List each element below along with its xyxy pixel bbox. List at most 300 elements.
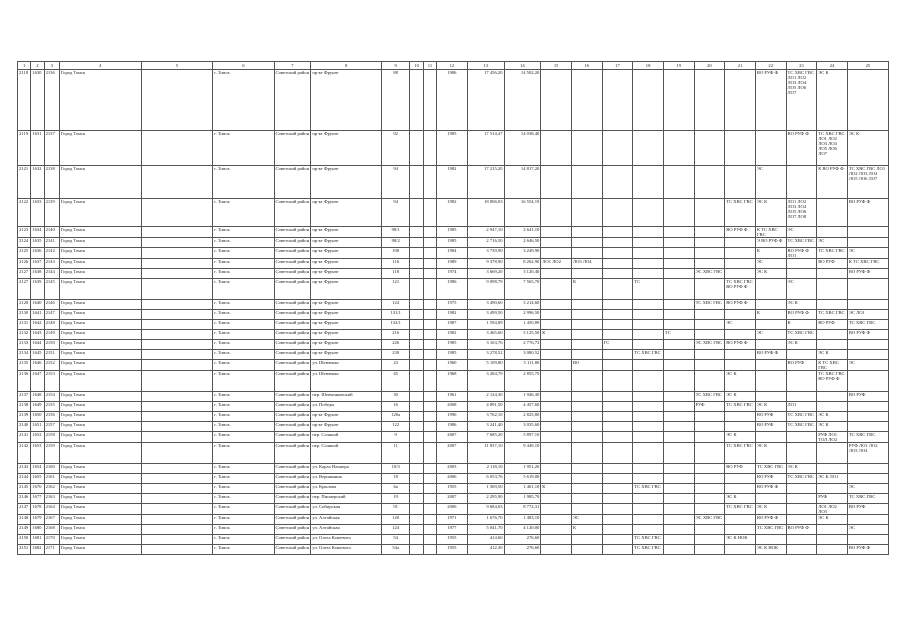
- table-cell: [602, 259, 633, 269]
- table-cell: пр-кт Фрунзе: [311, 320, 382, 330]
- table-cell: г. Томск: [213, 432, 274, 443]
- table-cell: 1977: [437, 525, 468, 535]
- table-cell: [663, 443, 694, 464]
- table-cell: [602, 269, 633, 279]
- table-cell: [602, 474, 633, 484]
- table-cell: [755, 131, 786, 166]
- table-cell: Город Томск: [59, 131, 141, 166]
- table-cell: ЭС К: [725, 494, 756, 504]
- table-cell: 1985: [437, 227, 468, 238]
- table-cell: [602, 330, 633, 340]
- table-cell: [786, 371, 817, 392]
- table-cell: [141, 340, 213, 350]
- table-cell: [423, 227, 436, 238]
- table-cell: [571, 131, 602, 166]
- column-number-header: 11: [423, 62, 436, 70]
- column-number-header: 15: [541, 62, 572, 70]
- table-cell: [571, 412, 602, 422]
- table-cell: 1961: [437, 392, 468, 402]
- table-cell: ул. Вершинина: [311, 474, 382, 484]
- table-cell: [571, 484, 602, 494]
- column-number-header: 21: [725, 62, 756, 70]
- table-cell: ЭС К: [786, 340, 817, 350]
- table-cell: [541, 515, 572, 525]
- table-cell: [663, 464, 694, 474]
- table-cell: 1647: [31, 371, 44, 392]
- table-cell: Город Томск: [59, 443, 141, 464]
- table-cell: [786, 504, 817, 515]
- table-cell: 276,60: [504, 535, 541, 545]
- table-cell: [602, 371, 633, 392]
- table-cell: [755, 279, 786, 300]
- table-cell: [602, 131, 633, 166]
- table-cell: [694, 443, 725, 464]
- table-cell: [817, 402, 848, 412]
- table-cell: [541, 310, 572, 320]
- table-cell: Город Томск: [59, 320, 141, 330]
- table-cell: [694, 494, 725, 504]
- table-cell: Советский район: [274, 269, 311, 279]
- table-cell: 3 284,79: [467, 371, 504, 392]
- table-cell: 2131: [18, 320, 31, 330]
- table-cell: [633, 422, 664, 432]
- table-cell: ВО РУФ Ф ЛО1: [786, 248, 817, 259]
- table-cell: Город Томск: [59, 525, 141, 535]
- table-cell: [694, 166, 725, 199]
- table-cell: 3 669,20: [467, 269, 504, 279]
- table-cell: 11 837,10: [467, 443, 504, 464]
- table-cell: Советский район: [274, 515, 311, 525]
- table-cell: К ВО РУФ Ф: [817, 166, 848, 199]
- table-cell: [423, 259, 436, 269]
- table-cell: ВО РУФ Ф: [755, 515, 786, 525]
- table-cell: [725, 525, 756, 535]
- table-cell: [541, 545, 572, 555]
- table-cell: 2121: [18, 166, 31, 199]
- table-cell: ЭС: [786, 279, 817, 300]
- table-cell: ЭС: [847, 484, 888, 494]
- table-cell: ВО РУФ: [817, 259, 848, 269]
- register-table: [17, 61, 889, 555]
- table-cell: 2008: [437, 402, 468, 412]
- register-table-sheet: [17, 61, 889, 605]
- table-cell: [694, 422, 725, 432]
- table-cell: Город Томск: [59, 402, 141, 412]
- table-cell: 2143: [44, 259, 59, 269]
- table-cell: [141, 199, 213, 227]
- table-cell: ВО РУФ: [847, 504, 888, 515]
- table-cell: 91: [381, 504, 410, 515]
- table-cell: [847, 402, 888, 412]
- table-cell: [141, 371, 213, 392]
- table-cell: [694, 227, 725, 238]
- table-cell: 3 249,90: [504, 248, 541, 259]
- table-cell: ЭС К: [817, 70, 848, 131]
- table-cell: [755, 392, 786, 402]
- table-cell: ГС: [602, 340, 633, 350]
- table-cell: [755, 494, 786, 504]
- table-cell: 14 038,40: [504, 131, 541, 166]
- table-cell: [663, 227, 694, 238]
- table-cell: ВО РУФ Ф: [786, 525, 817, 535]
- table-cell: [141, 300, 213, 310]
- table-cell: 2160: [44, 464, 59, 474]
- table-cell: [663, 300, 694, 310]
- table-cell: ЭС ХВС ГВС: [694, 515, 725, 525]
- table-cell: г. Томск: [213, 392, 274, 402]
- table-cell: [694, 412, 725, 422]
- table-cell: [847, 535, 888, 545]
- table-cell: [423, 248, 436, 259]
- table-cell: [571, 238, 602, 248]
- table-cell: [410, 402, 423, 412]
- table-cell: [786, 432, 817, 443]
- table-cell: 1986: [437, 279, 468, 300]
- column-number-header: 4: [59, 62, 141, 70]
- table-row: [18, 310, 889, 320]
- table-cell: [725, 330, 756, 340]
- table-cell: 2147: [44, 310, 59, 320]
- table-cell: г. Томск: [213, 402, 274, 412]
- table-cell: [423, 504, 436, 515]
- table-cell: [633, 269, 664, 279]
- table-cell: ЭС: [786, 227, 817, 238]
- table-cell: [541, 525, 572, 535]
- table-cell: [602, 464, 633, 474]
- table-cell: ТС: [633, 279, 664, 300]
- table-cell: 1986: [437, 422, 468, 432]
- table-cell: ТС ХВС ГВС: [786, 422, 817, 432]
- table-cell: [541, 494, 572, 504]
- table-cell: 1676: [31, 484, 44, 494]
- table-cell: [602, 310, 633, 320]
- table-cell: [141, 227, 213, 238]
- table-cell: 5 619,00: [504, 474, 541, 484]
- table-row: [18, 227, 889, 238]
- table-cell: [786, 392, 817, 402]
- table-cell: г. Томск: [213, 422, 274, 432]
- table-row: [18, 248, 889, 259]
- table-cell: ТС ХВС ГВС ВО РУФ Ф: [725, 279, 756, 300]
- table-cell: 4 891,50: [467, 402, 504, 412]
- table-cell: Город Томск: [59, 350, 141, 360]
- table-cell: Город Томск: [59, 535, 141, 545]
- table-cell: ЭС К: [817, 412, 848, 422]
- column-number-header: 20: [694, 62, 725, 70]
- table-cell: г. Томск: [213, 238, 274, 248]
- table-cell: [541, 300, 572, 310]
- table-cell: ТС ХВС ГВС: [786, 330, 817, 340]
- table-cell: К: [755, 248, 786, 259]
- table-cell: 2168: [44, 525, 59, 535]
- table-cell: г. Томск: [213, 320, 274, 330]
- table-cell: [423, 392, 436, 402]
- table-cell: г. Томск: [213, 340, 274, 350]
- table-cell: 2137: [18, 392, 31, 402]
- table-cell: 7 565,70: [504, 279, 541, 300]
- table-cell: [694, 330, 725, 340]
- table-cell: ЭС К: [725, 371, 756, 392]
- table-cell: [786, 259, 817, 269]
- table-cell: 2 118,10: [467, 464, 504, 474]
- table-cell: [633, 330, 664, 340]
- table-cell: [663, 402, 694, 412]
- table-cell: [410, 525, 423, 535]
- table-cell: ЭС К: [725, 392, 756, 402]
- table-cell: ТС ХВС ГВС: [755, 464, 786, 474]
- table-cell: [410, 484, 423, 494]
- table-cell: 121: [381, 279, 410, 300]
- table-row: [18, 412, 889, 422]
- table-cell: Город Томск: [59, 259, 141, 269]
- table-cell: [410, 443, 423, 464]
- table-cell: 1955: [437, 535, 468, 545]
- table-cell: Город Томск: [59, 422, 141, 432]
- table-cell: 2149: [18, 525, 31, 535]
- table-row: [18, 300, 889, 310]
- table-cell: Советский район: [274, 248, 311, 259]
- table-cell: 1985: [437, 340, 468, 350]
- table-cell: 1982: [437, 330, 468, 340]
- column-number-header: 10: [410, 62, 423, 70]
- table-cell: ЭС: [755, 330, 786, 340]
- table-cell: ЭС К: [755, 443, 786, 464]
- table-cell: [847, 422, 888, 432]
- table-cell: [141, 515, 213, 525]
- table-cell: [725, 238, 756, 248]
- table-cell: ВО РУФ Ф: [847, 330, 888, 340]
- table-cell: [141, 279, 213, 300]
- table-cell: Советский район: [274, 504, 311, 515]
- table-cell: [847, 279, 888, 300]
- table-cell: 2158: [44, 432, 59, 443]
- column-number-header: 17: [602, 62, 633, 70]
- table-cell: [817, 269, 848, 279]
- table-cell: [541, 350, 572, 360]
- table-cell: [694, 464, 725, 474]
- table-cell: 1648: [31, 392, 44, 402]
- table-cell: 8 262,90: [504, 259, 541, 269]
- table-cell: ул. Крылова: [311, 484, 382, 494]
- table-row: [18, 515, 889, 525]
- table-cell: ТС ХВС ГВС: [847, 494, 888, 504]
- table-cell: 2156: [44, 412, 59, 422]
- table-cell: [694, 350, 725, 360]
- table-cell: [633, 166, 664, 199]
- table-cell: [410, 269, 423, 279]
- table-cell: 216: [381, 330, 410, 340]
- table-cell: 5 897,10: [504, 432, 541, 443]
- table-cell: [141, 269, 213, 279]
- table-cell: [817, 443, 848, 464]
- table-cell: [602, 166, 633, 199]
- table-cell: 2124: [18, 238, 31, 248]
- table-cell: [141, 412, 213, 422]
- table-cell: 1633: [31, 199, 44, 227]
- table-cell: 2150: [18, 535, 31, 545]
- table-cell: ТС ХВС ГВС: [633, 545, 664, 555]
- table-cell: 1955: [437, 545, 468, 555]
- table-cell: Город Томск: [59, 310, 141, 320]
- table-cell: 4 457,60: [504, 402, 541, 412]
- table-cell: ул. Шевченко: [311, 371, 382, 392]
- table-cell: 2138: [18, 402, 31, 412]
- table-cell: пр-кт Фрунзе: [311, 269, 382, 279]
- table-cell: 2145: [44, 279, 59, 300]
- table-cell: [786, 545, 817, 555]
- table-cell: Советский район: [274, 392, 311, 402]
- table-cell: пр-кт Фрунзе: [311, 330, 382, 340]
- table-cell: 98/1: [381, 227, 410, 238]
- table-cell: [571, 494, 602, 504]
- table-cell: [602, 525, 633, 535]
- table-cell: г. Томск: [213, 166, 274, 199]
- table-row: [18, 340, 889, 350]
- table-cell: 2171: [44, 545, 59, 555]
- table-cell: 3 035,60: [504, 422, 541, 432]
- table-cell: [694, 545, 725, 555]
- table-cell: 2 646,50: [504, 238, 541, 248]
- table-cell: [141, 70, 213, 131]
- table-cell: [817, 340, 848, 350]
- table-cell: 120а: [381, 412, 410, 422]
- column-number-header: 25: [847, 62, 888, 70]
- table-cell: [725, 412, 756, 422]
- table-cell: 2133: [18, 340, 31, 350]
- table-cell: 2157: [44, 422, 59, 432]
- table-cell: [663, 199, 694, 227]
- table-cell: 30: [381, 392, 410, 402]
- table-cell: ВО РУФ: [847, 392, 888, 402]
- table-cell: пр-кт Фрунзе: [311, 422, 382, 432]
- table-cell: [755, 340, 786, 350]
- table-cell: [423, 515, 436, 525]
- table-cell: [786, 269, 817, 279]
- table-cell: ВО РУФ: [786, 360, 817, 371]
- table-cell: 1641: [31, 310, 44, 320]
- table-cell: [410, 360, 423, 371]
- table-cell: пер. Соляной: [311, 432, 382, 443]
- table-cell: ЭС К: [786, 300, 817, 310]
- table-row: [18, 350, 889, 360]
- table-cell: 1654: [31, 464, 44, 474]
- table-cell: пр-кт Фрунзе: [311, 199, 382, 227]
- table-cell: 2153: [44, 371, 59, 392]
- table-cell: [571, 70, 602, 131]
- column-number-header: 12: [437, 62, 468, 70]
- table-cell: [602, 443, 633, 464]
- table-cell: 2007: [437, 494, 468, 504]
- table-cell: [602, 422, 633, 432]
- table-cell: 17 456,20: [467, 70, 504, 131]
- column-number-row: [18, 62, 889, 70]
- table-cell: [541, 464, 572, 474]
- table-cell: [541, 279, 572, 300]
- table-row: [18, 199, 889, 227]
- table-cell: [423, 402, 436, 412]
- table-cell: [541, 412, 572, 422]
- table-cell: [633, 340, 664, 350]
- table-cell: [694, 504, 725, 515]
- table-cell: 18: [381, 474, 410, 484]
- table-cell: 2118: [18, 70, 31, 131]
- table-cell: 2134: [18, 350, 31, 360]
- table-row: [18, 166, 889, 199]
- table-cell: [725, 166, 756, 199]
- table-cell: Город Томск: [59, 300, 141, 310]
- table-cell: 2007: [437, 443, 468, 464]
- table-cell: 226: [381, 340, 410, 350]
- table-cell: 9 378,90: [467, 259, 504, 269]
- table-cell: Советский район: [274, 474, 311, 484]
- column-number-header: 13: [467, 62, 504, 70]
- table-cell: ВО РУФ: [817, 320, 848, 330]
- table-cell: 1635: [31, 238, 44, 248]
- table-cell: ТС ХВС ГВС: [755, 525, 786, 535]
- table-cell: Советский район: [274, 300, 311, 310]
- table-cell: [602, 199, 633, 227]
- table-cell: г. Томск: [213, 310, 274, 320]
- table-cell: [633, 248, 664, 259]
- table-cell: [410, 545, 423, 555]
- table-cell: 1630: [31, 70, 44, 131]
- table-cell: К: [755, 310, 786, 320]
- table-cell: 23: [381, 360, 410, 371]
- table-cell: 1650: [31, 412, 44, 422]
- table-cell: К: [571, 279, 602, 300]
- table-cell: [602, 238, 633, 248]
- table-cell: 116: [381, 259, 410, 269]
- table-cell: [410, 515, 423, 525]
- table-cell: 3 762,10: [467, 412, 504, 422]
- table-cell: [725, 515, 756, 525]
- table-cell: ВО РУФ Ф: [786, 131, 817, 166]
- table-cell: 2127: [18, 279, 31, 300]
- table-cell: [817, 535, 848, 545]
- column-number-header: 14: [504, 62, 541, 70]
- table-cell: [633, 525, 664, 535]
- table-cell: пер. Пионерский: [311, 494, 382, 504]
- table-cell: Город Томск: [59, 484, 141, 494]
- table-cell: [141, 350, 213, 360]
- table-row: [18, 464, 889, 474]
- table-cell: [786, 166, 817, 199]
- table-cell: [423, 166, 436, 199]
- table-cell: 10/3: [381, 464, 410, 474]
- table-cell: [633, 310, 664, 320]
- table-cell: ЛО1 ЛО2: [541, 259, 572, 269]
- table-cell: 2143: [18, 464, 31, 474]
- table-cell: г. Томск: [213, 131, 274, 166]
- table-cell: [410, 238, 423, 248]
- table-cell: [602, 484, 633, 494]
- table-cell: Советский район: [274, 422, 311, 432]
- table-cell: ВО РУФ Ф: [755, 484, 786, 494]
- table-cell: г. Томск: [213, 484, 274, 494]
- table-cell: ЛО3 ЛО4: [571, 259, 602, 269]
- table-cell: [663, 525, 694, 535]
- table-cell: 2148: [44, 320, 59, 330]
- table-cell: [410, 70, 423, 131]
- table-cell: [423, 70, 436, 131]
- table-row: [18, 443, 889, 464]
- table-cell: г. Томск: [213, 227, 274, 238]
- table-cell: Город Томск: [59, 371, 141, 392]
- table-cell: [663, 70, 694, 131]
- table-cell: [694, 131, 725, 166]
- table-cell: [755, 360, 786, 371]
- table-cell: [423, 545, 436, 555]
